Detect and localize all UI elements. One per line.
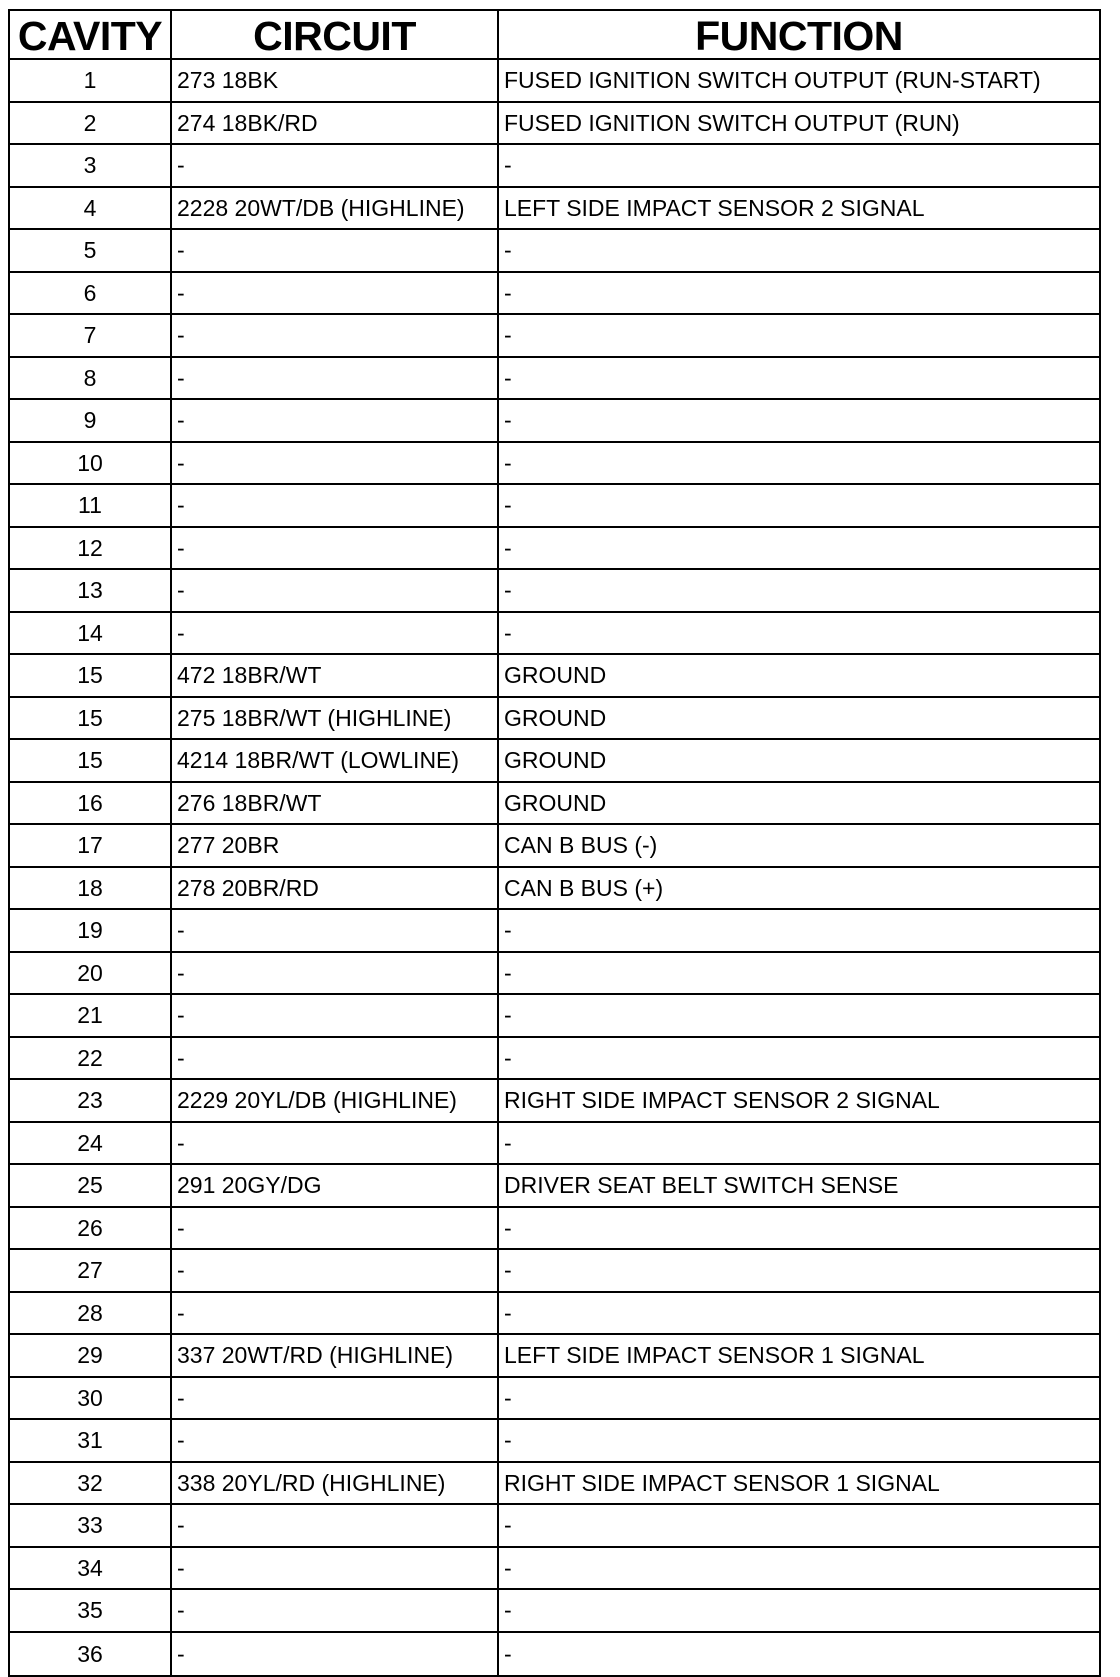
cavity-cell: 17: [9, 824, 171, 867]
circuit-cell: -: [171, 1249, 498, 1292]
cavity-cell: 33: [9, 1504, 171, 1547]
function-cell: -: [498, 272, 1100, 315]
cavity-cell: 35: [9, 1589, 171, 1632]
function-cell: DRIVER SEAT BELT SWITCH SENSE: [498, 1164, 1100, 1207]
function-cell: GROUND: [498, 782, 1100, 825]
cavity-cell: 29: [9, 1334, 171, 1377]
table-row: [9, 1122, 1100, 1165]
circuit-cell: 291 20GY/DG: [171, 1164, 498, 1207]
function-cell: -: [498, 399, 1100, 442]
cavity-cell: 20: [9, 952, 171, 995]
cavity-cell: 7: [9, 314, 171, 357]
table-row: [9, 739, 1100, 782]
cavity-cell: 4: [9, 187, 171, 230]
function-cell: -: [498, 357, 1100, 400]
function-cell: -: [498, 909, 1100, 952]
cavity-cell: 14: [9, 612, 171, 655]
table-row: [9, 314, 1100, 357]
table-row: [9, 569, 1100, 612]
circuit-cell: 4214 18BR/WT (LOWLINE): [171, 739, 498, 782]
table-row: [9, 782, 1100, 825]
cavity-cell: 32: [9, 1462, 171, 1505]
function-cell: FUSED IGNITION SWITCH OUTPUT (RUN-START): [498, 59, 1100, 102]
table-row: [9, 952, 1100, 995]
function-cell: -: [498, 442, 1100, 485]
cavity-cell: 16: [9, 782, 171, 825]
circuit-cell: 278 20BR/RD: [171, 867, 498, 910]
table-row: [9, 1504, 1100, 1547]
table-row: [9, 994, 1100, 1037]
function-cell: LEFT SIDE IMPACT SENSOR 2 SIGNAL: [498, 187, 1100, 230]
table-header: [9, 10, 1100, 59]
function-cell: -: [498, 1419, 1100, 1462]
circuit-cell: -: [171, 994, 498, 1037]
function-cell: GROUND: [498, 697, 1100, 740]
function-cell: -: [498, 484, 1100, 527]
circuit-cell: -: [171, 442, 498, 485]
cavity-cell: 2: [9, 102, 171, 145]
function-cell: GROUND: [498, 654, 1100, 697]
function-cell: RIGHT SIDE IMPACT SENSOR 1 SIGNAL: [498, 1462, 1100, 1505]
table-row: [9, 612, 1100, 655]
circuit-cell: -: [171, 909, 498, 952]
cavity-cell: 24: [9, 1122, 171, 1165]
circuit-cell: -: [171, 1632, 498, 1676]
cavity-cell: 36: [9, 1632, 171, 1676]
circuit-cell: -: [171, 1207, 498, 1250]
table-row: [9, 824, 1100, 867]
table-row: [9, 1207, 1100, 1250]
table-row: [9, 1462, 1100, 1505]
cavity-cell: 25: [9, 1164, 171, 1207]
cavity-cell: 28: [9, 1292, 171, 1335]
table-row: [9, 484, 1100, 527]
circuit-cell: 275 18BR/WT (HIGHLINE): [171, 697, 498, 740]
function-cell: LEFT SIDE IMPACT SENSOR 1 SIGNAL: [498, 1334, 1100, 1377]
table-row: [9, 229, 1100, 272]
function-cell: -: [498, 1249, 1100, 1292]
cavity-cell: 9: [9, 399, 171, 442]
cavity-cell: 27: [9, 1249, 171, 1292]
circuit-cell: -: [171, 357, 498, 400]
circuit-cell: -: [171, 612, 498, 655]
circuit-cell: 2229 20YL/DB (HIGHLINE): [171, 1079, 498, 1122]
header-row: [9, 10, 1100, 59]
circuit-cell: -: [171, 569, 498, 612]
table-row: [9, 527, 1100, 570]
cavity-cell: 21: [9, 994, 171, 1037]
circuit-cell: -: [171, 272, 498, 315]
function-cell: -: [498, 1292, 1100, 1335]
cavity-cell: 26: [9, 1207, 171, 1250]
function-cell: -: [498, 994, 1100, 1037]
function-cell: RIGHT SIDE IMPACT SENSOR 2 SIGNAL: [498, 1079, 1100, 1122]
table-row: [9, 909, 1100, 952]
circuit-cell: -: [171, 399, 498, 442]
circuit-cell: -: [171, 1419, 498, 1462]
cavity-cell: 31: [9, 1419, 171, 1462]
circuit-cell: -: [171, 1122, 498, 1165]
cavity-cell: 12: [9, 527, 171, 570]
cavity-cell: 34: [9, 1547, 171, 1590]
table-row: [9, 357, 1100, 400]
cavity-cell: 1: [9, 59, 171, 102]
circuit-cell: -: [171, 952, 498, 995]
table-row: [9, 1547, 1100, 1590]
table-row: [9, 1249, 1100, 1292]
function-cell: -: [498, 1632, 1100, 1676]
table-row: [9, 1037, 1100, 1080]
cavity-cell: 23: [9, 1079, 171, 1122]
circuit-cell: -: [171, 229, 498, 272]
function-cell: -: [498, 1207, 1100, 1250]
table-row: [9, 144, 1100, 187]
circuit-cell: 274 18BK/RD: [171, 102, 498, 145]
header-function: FUNCTION: [498, 10, 1100, 59]
function-cell: -: [498, 952, 1100, 995]
circuit-cell: -: [171, 144, 498, 187]
header-circuit: CIRCUIT: [171, 10, 498, 59]
table-row: [9, 399, 1100, 442]
function-cell: -: [498, 1122, 1100, 1165]
cavity-cell: 15: [9, 654, 171, 697]
circuit-cell: -: [171, 314, 498, 357]
table-row: [9, 187, 1100, 230]
circuit-cell: -: [171, 1037, 498, 1080]
header-cavity: CAVITY: [9, 10, 171, 59]
circuit-cell: 277 20BR: [171, 824, 498, 867]
circuit-cell: 472 18BR/WT: [171, 654, 498, 697]
circuit-cell: 273 18BK: [171, 59, 498, 102]
table-row: [9, 59, 1100, 102]
cavity-cell: 3: [9, 144, 171, 187]
function-cell: -: [498, 229, 1100, 272]
cavity-cell: 10: [9, 442, 171, 485]
table-row: [9, 442, 1100, 485]
function-cell: -: [498, 1547, 1100, 1590]
table-row: [9, 1589, 1100, 1632]
table-row: [9, 272, 1100, 315]
circuit-cell: -: [171, 1589, 498, 1632]
function-cell: -: [498, 612, 1100, 655]
cavity-cell: 15: [9, 697, 171, 740]
table-row: [9, 697, 1100, 740]
function-cell: CAN B BUS (+): [498, 867, 1100, 910]
circuit-cell: -: [171, 1547, 498, 1590]
cavity-cell: 19: [9, 909, 171, 952]
function-cell: -: [498, 314, 1100, 357]
cavity-cell: 11: [9, 484, 171, 527]
table-row: [9, 654, 1100, 697]
cavity-cell: 30: [9, 1377, 171, 1420]
cavity-cell: 13: [9, 569, 171, 612]
function-cell: -: [498, 1377, 1100, 1420]
circuit-cell: -: [171, 1504, 498, 1547]
table-body: [9, 59, 1100, 1676]
circuit-cell: -: [171, 527, 498, 570]
function-cell: -: [498, 527, 1100, 570]
circuit-cell: 337 20WT/RD (HIGHLINE): [171, 1334, 498, 1377]
circuit-cell: -: [171, 1292, 498, 1335]
table-row: [9, 1079, 1100, 1122]
table-row: [9, 1334, 1100, 1377]
function-cell: -: [498, 569, 1100, 612]
function-cell: GROUND: [498, 739, 1100, 782]
function-cell: -: [498, 144, 1100, 187]
cavity-cell: 6: [9, 272, 171, 315]
table-row: [9, 102, 1100, 145]
circuit-cell: -: [171, 1377, 498, 1420]
cavity-cell: 18: [9, 867, 171, 910]
table-row: [9, 867, 1100, 910]
function-cell: -: [498, 1504, 1100, 1547]
circuit-cell: 338 20YL/RD (HIGHLINE): [171, 1462, 498, 1505]
function-cell: -: [498, 1589, 1100, 1632]
function-cell: FUSED IGNITION SWITCH OUTPUT (RUN): [498, 102, 1100, 145]
table-row: [9, 1377, 1100, 1420]
table-row: [9, 1292, 1100, 1335]
cavity-cell: 8: [9, 357, 171, 400]
table-row: [9, 1419, 1100, 1462]
function-cell: -: [498, 1037, 1100, 1080]
table-row: [9, 1632, 1100, 1676]
cavity-cell: 5: [9, 229, 171, 272]
circuit-cell: 276 18BR/WT: [171, 782, 498, 825]
circuit-cell: 2228 20WT/DB (HIGHLINE): [171, 187, 498, 230]
connector-pinout-table: [8, 9, 1101, 1677]
cavity-cell: 22: [9, 1037, 171, 1080]
circuit-cell: -: [171, 484, 498, 527]
function-cell: CAN B BUS (-): [498, 824, 1100, 867]
cavity-cell: 15: [9, 739, 171, 782]
table-row: [9, 1164, 1100, 1207]
